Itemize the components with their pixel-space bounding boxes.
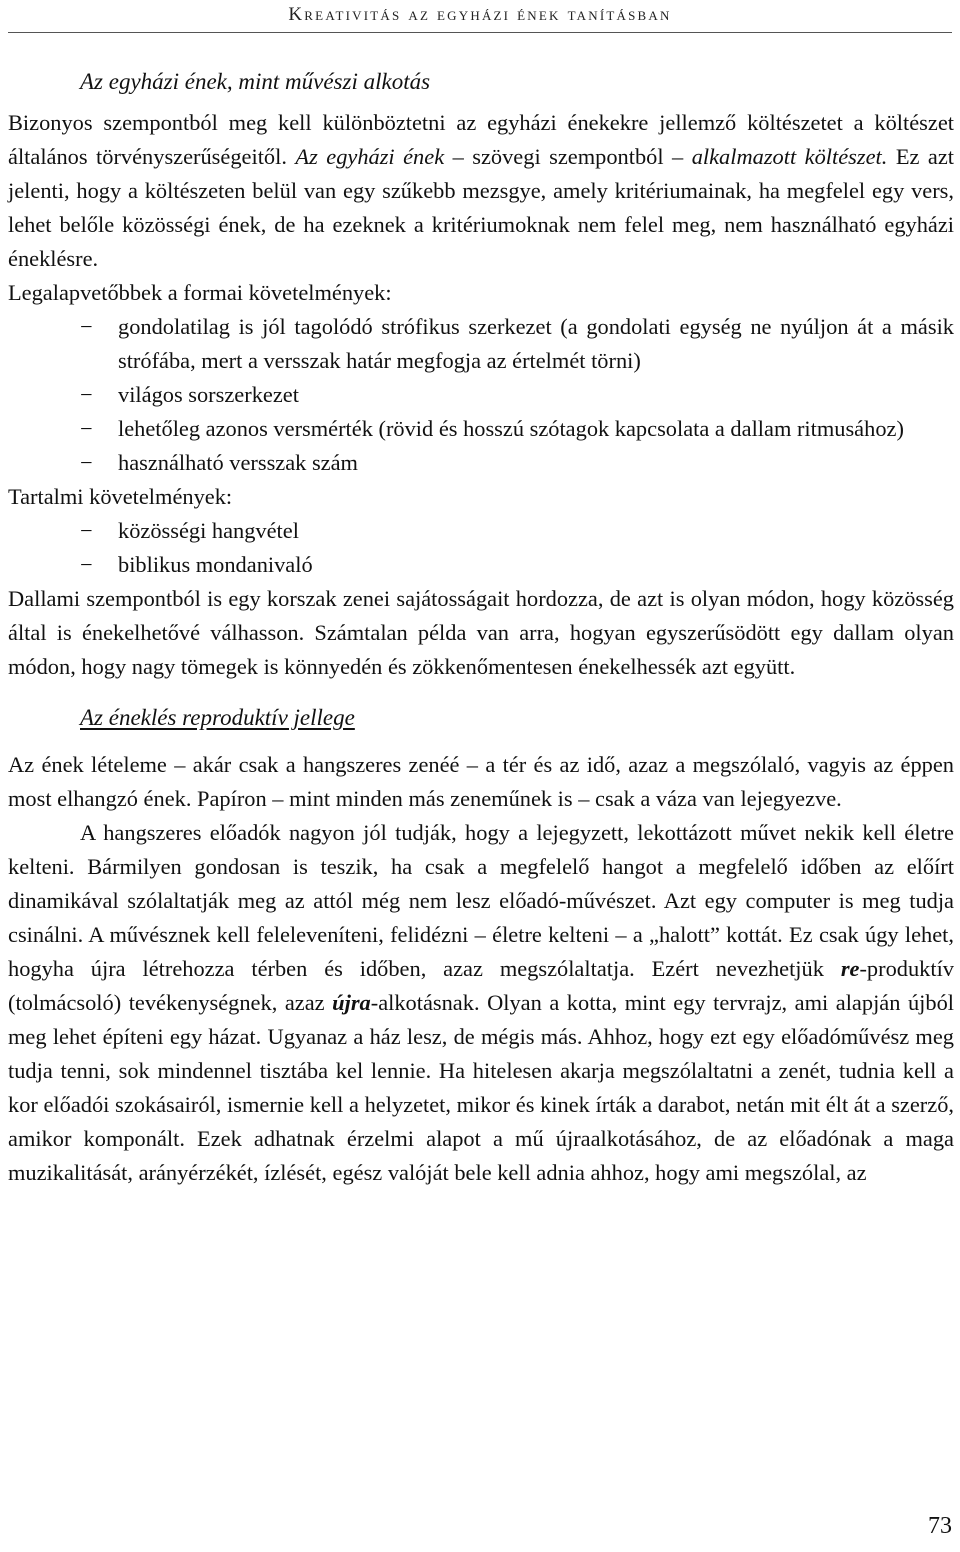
section-title-1: Az egyházi ének, mint művészi alkotás (80, 69, 431, 94)
p2-part-b: re (840, 956, 860, 981)
paragraph-reproduction (8, 816, 954, 1190)
p1-part-c: szövegi szempontból – (472, 144, 684, 169)
list-item: − használható versszak szám (8, 446, 954, 480)
list-item: − biblikus mondanivaló (8, 548, 954, 582)
p1-part-e: Ez azt jelenti, hogy a költészeten belül van egy szűkebb mezsgye, amely kritériumainak, ha megfelel egy vers, lehet belőle közösségi ének, de ha ezeknek a kritériumoknak nem felel meg, nem használható egyházi éneklésre. (8, 144, 954, 271)
p1-part-b: Az egyházi ének (295, 144, 445, 169)
formal-requirements-intro: Legalapvetőbbek a formai követelmények: (8, 280, 392, 305)
page-number: 73 (928, 1513, 952, 1539)
page-body (8, 64, 954, 1190)
p2-part-a: A hangszeres előadók nagyon jól tudják, hogy a lejegyzett, lekottázott művet nekik kell életre kelteni. Bármilyen gondosan is teszik, ha csak a megfelelő hangot a megfelelő időben az előírt dinamikával szólaltatják meg az attól még nem lesz előadó-művészet. Azt egy computer is meg tudja csinálni. A művésznek kell feleleveníteni, felidézni – életre kelteni – a „halott” kottát. Ez csak úgy lehet, hogyha újra létrehozza térben és időben, azaz megszólaltatja. Ezért nevezhetjük (8, 820, 954, 981)
list-item: − lehetőleg azonos versmérték (rövid és hosszú szótagok kapcsolata a dallam ritmusához) (8, 412, 954, 446)
content-requirements-intro: Tartalmi követelmények: (8, 484, 233, 509)
p2-part-d: újra (332, 990, 371, 1015)
p1-part-d: alkalmazott költészet. (691, 144, 888, 169)
paragraph-essence: Az ének lételeme – akár csak a hangszeres zenéé – a tér és az idő, azaz a megszólaló, vagyis az éppen most elhangzó ének. Papíron – mint minden más zeneműnek is – csak a váza van lejegyezve. (8, 752, 954, 811)
paragraph-intro: Bizonyos szempontból meg kell különböztetni az egyházi énekekre jellemző költészetet a költészet általános törvényszerűségeitől. Az egyházi ének – szövegi szempontból – alkalmazott költészet. Ez azt jelenti, hogy a költészeten belül van egy szűkebb mezsgye, amely kritériumainak, ha megfelel egy vers, lehet belőle közösségi ének, de ha ezeknek a kritériumoknak nem felel meg, nem használható egyházi éneklésre. (8, 110, 954, 271)
list-item: − közösségi hangvétel (8, 514, 954, 548)
formal-requirements-list (8, 310, 954, 480)
p2-part-e: -alkotásnak. Olyan a kotta, mint egy tervrajz, ami alapján újból meg lehet építeni egy házat. Ugyanaz a ház lesz, de mégis más. Ahhoz, hogy ezt egy előadóművész meg tudja tenni, sok mindennel tisztába kel lennie. Ha hitelesen akarja megszólaltatni a zenét, tudnia kell a kor előadói szokásairól, ismernie kell a helyzetet, mikor és kinek írták a darabot, netán mit élt át a szerző, amikor komponált. Ezek adhatnak érzelmi alapot a mű újraalkotásához, de az előadónak a maga muzikalitását, arányérzékét, ízlését, egész valóját bele kell adnia ahhoz, hogy ami megszólal, az (8, 990, 954, 1185)
header-rule (8, 32, 952, 33)
running-header (0, 0, 960, 34)
paragraph-melody: Dallami szempontból is egy korszak zenei sajátosságait hordozza, de azt is olyan módon, hogy közösség által is énekelhetővé válhasson. Számtalan példa van arra, hogyan egyszerűsödött egy dallam olyan módon, hogy nagy tömegek is könnyedén és zökkenőmentesen énekelhessék azt együtt. (8, 586, 954, 679)
p1-part-a: Bizonyos szempontból meg kell különböztetni az egyházi énekekre jellemző költészetet a költészet általános törvényszerűségeitől. (8, 110, 954, 169)
content-requirements-list (8, 514, 954, 582)
list-item: − világos sorszerkezet (8, 378, 954, 412)
list-item: − gondolatilag is jól tagolódó strófikus szerkezet (a gondolati egység ne nyúljon át a másik strófába, mert a versszak határ megfogja az értelmét törni) (8, 310, 954, 378)
section-title-2: Az éneklés reproduktív jellege (80, 705, 355, 730)
running-title: Kreativitás az egyházi ének tanításban (288, 4, 672, 25)
p2-part-c: -produktív (tolmácsoló) tevékenységnek, azaz (8, 956, 954, 1015)
